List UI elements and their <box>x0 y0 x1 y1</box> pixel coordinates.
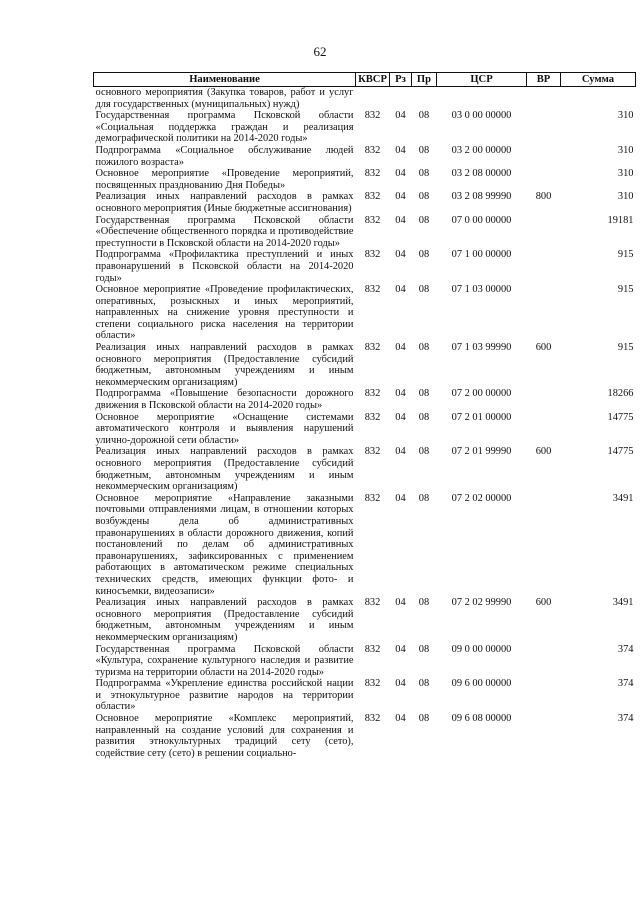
row-rz: 04 <box>395 249 406 261</box>
row-csr: 03 0 00 00000 <box>451 110 512 122</box>
row-csr: 07 0 00 00000 <box>451 214 512 226</box>
row-name: Реализация иных направлений расходов в рамках основного мероприятия (Иные бюджетные ассигнования) <box>95 191 354 214</box>
table-row <box>94 713 636 759</box>
table-header-row <box>94 73 636 87</box>
row-kvsr: 832 <box>364 284 381 296</box>
col-header-sum: Сумма <box>561 73 636 87</box>
row-name: основного мероприятия (Закупка товаров, работ и услуг для государственных (муниципальных) нужд) <box>95 87 354 110</box>
row-kvsr: 832 <box>364 388 381 400</box>
row-kvsr: 832 <box>364 214 381 226</box>
table-row <box>94 412 636 447</box>
table-row <box>94 388 636 411</box>
row-pr: 08 <box>418 643 430 655</box>
row-pr: 08 <box>418 191 430 203</box>
row-sum: 3491 <box>612 492 634 504</box>
row-name: Государственная программа Псковской области «Обеспечение общественного порядка и противодействие преступности в Псковской области на 2014-2020 годы» <box>95 214 354 249</box>
row-rz: 04 <box>395 284 406 296</box>
table-row <box>94 110 636 145</box>
row-name: Основное мероприятие «Комплекс мероприятий, направленный на создание условий для сохранения и развития этнокультурных традиций сету (сето), содействие сету (сето) в решении социально- <box>95 713 354 759</box>
col-header-csr: ЦСР <box>437 73 527 87</box>
page-number: 62 <box>313 44 327 59</box>
col-header-rz: Рз <box>390 73 412 87</box>
row-csr: 09 6 08 00000 <box>451 713 512 725</box>
row-sum: 374 <box>617 678 634 690</box>
row-csr: 07 1 03 99990 <box>451 342 512 354</box>
row-csr: 07 2 01 99990 <box>451 446 512 458</box>
row-rz: 04 <box>395 388 406 400</box>
row-rz: 04 <box>395 168 406 180</box>
row-pr: 08 <box>418 492 430 504</box>
row-rz: 04 <box>395 678 406 690</box>
row-rz: 04 <box>395 110 406 122</box>
row-pr: 08 <box>418 284 430 296</box>
row-kvsr: 832 <box>364 342 381 354</box>
row-vr <box>527 249 561 284</box>
row-csr: 09 0 00 00000 <box>451 643 512 655</box>
row-kvsr: 832 <box>364 411 381 423</box>
row-rz: 04 <box>395 411 406 423</box>
row-csr: 07 2 02 99990 <box>451 597 512 609</box>
table-row <box>94 493 636 597</box>
row-name: Подпрограмма «Профилактика преступлений и иных правонарушений в Псковской области на 2014-2020 годы» <box>95 249 354 284</box>
row-sum: 14775 <box>607 411 634 423</box>
row-kvsr: 832 <box>364 597 381 609</box>
row-rz: 04 <box>395 191 406 203</box>
row-vr: 600 <box>535 597 552 609</box>
table-row <box>94 342 636 388</box>
col-header-name: Наименование <box>94 73 356 87</box>
row-pr: 08 <box>418 713 430 725</box>
row-vr <box>527 644 561 679</box>
table-row <box>94 215 636 250</box>
row-vr <box>527 168 561 191</box>
row-csr: 03 2 08 00000 <box>451 168 512 180</box>
table-row <box>94 446 636 492</box>
row-sum: 374 <box>617 713 634 725</box>
row-name: Государственная программа Псковской области «Социальная поддержка граждан и реализация демографической политики на 2014-2020 годы» <box>95 110 354 145</box>
row-sum: 18266 <box>607 388 634 400</box>
row-pr <box>412 87 437 111</box>
row-name: Реализация иных направлений расходов в рамках основного мероприятия (Предоставление субсидий бюджетным, автономным учреждениям и иным некоммерческим организациям) <box>95 342 354 388</box>
row-csr: 07 2 01 00000 <box>451 411 512 423</box>
row-rz: 04 <box>395 643 406 655</box>
row-rz: 04 <box>395 144 406 156</box>
row-name: Подпрограмма «Укрепление единства российской нации и этнокультурное развитие народов на территории области» <box>95 678 354 713</box>
row-sum: 14775 <box>607 446 634 458</box>
row-csr: 07 2 00 00000 <box>451 388 512 400</box>
row-sum: 310 <box>617 110 634 122</box>
row-rz: 04 <box>395 597 406 609</box>
row-sum <box>561 87 636 111</box>
table-body <box>94 87 636 760</box>
row-vr <box>527 215 561 250</box>
row-name: Основное мероприятие «Оснащение системами автоматического контроля и выявления нарушений улично-дорожной сети области» <box>95 411 354 446</box>
row-vr <box>527 388 561 411</box>
row-pr: 08 <box>418 678 430 690</box>
row-rz: 04 <box>395 342 406 354</box>
row-name: Государственная программа Псковской области «Культура, сохранение культурного наследия и развитие туризма на территории области на 2014-2020 годы» <box>95 643 354 678</box>
row-csr: 03 2 00 00000 <box>451 144 512 156</box>
row-csr: 07 1 00 00000 <box>451 249 512 261</box>
col-header-kvsr: КВСР <box>356 73 390 87</box>
col-header-vr: ВР <box>527 73 561 87</box>
row-pr: 08 <box>418 110 430 122</box>
row-rz: 04 <box>395 492 406 504</box>
row-pr: 08 <box>418 144 430 156</box>
table-row <box>94 168 636 191</box>
row-csr: 07 1 03 00000 <box>451 284 512 296</box>
table-row <box>94 249 636 284</box>
row-sum: 915 <box>617 284 634 296</box>
row-csr: 07 2 02 00000 <box>451 492 512 504</box>
row-csr: 03 2 08 99990 <box>451 191 512 203</box>
row-rz: 04 <box>395 214 406 226</box>
row-vr: 800 <box>535 191 552 203</box>
row-kvsr: 832 <box>364 191 381 203</box>
table-row <box>94 87 636 111</box>
table-row <box>94 644 636 679</box>
row-vr <box>527 493 561 597</box>
row-pr: 08 <box>418 168 430 180</box>
row-pr: 08 <box>418 214 430 226</box>
row-pr: 08 <box>418 446 430 458</box>
row-name: Основное мероприятие «Проведение мероприятий, посвященных празднованию Дня Победы» <box>95 168 354 191</box>
row-vr <box>527 87 561 111</box>
row-pr: 08 <box>418 388 430 400</box>
row-kvsr: 832 <box>364 678 381 690</box>
row-sum: 310 <box>617 144 634 156</box>
row-pr: 08 <box>418 249 430 261</box>
row-vr <box>527 713 561 759</box>
row-name: Основное мероприятие «Проведение профилактических, оперативных, розыскных и иных мероприятий, направленных на снижение уровня преступности и степени социального риска населения на территории области» <box>95 284 354 342</box>
row-vr: 600 <box>535 342 552 354</box>
row-rz <box>390 87 412 111</box>
row-sum: 310 <box>617 168 634 180</box>
row-kvsr: 832 <box>364 446 381 458</box>
table-row <box>94 145 636 168</box>
row-pr: 08 <box>418 411 430 423</box>
row-csr <box>437 87 527 111</box>
row-rz: 04 <box>395 713 406 725</box>
row-pr: 08 <box>418 597 430 609</box>
row-vr <box>527 110 561 145</box>
table-row <box>94 284 636 342</box>
row-name: Подпрограмма «Повышение безопасности дорожного движения в Псковской области на 2014-2020 годы» <box>95 388 354 412</box>
row-name: Основное мероприятие «Направление заказными почтовыми отправлениями лицам, в отношении которых возбуждены дела об административных правонарушениях в области дорожного движения, копий постановлений по делам об административных правонарушениях, зафиксированных с применением работающих в автоматическом режиме специальных технических средств, имеющих функции фото- и киносъемки, видеозаписи» <box>95 492 354 597</box>
table-row <box>94 678 636 713</box>
row-pr: 08 <box>418 342 430 354</box>
budget-table <box>93 72 636 759</box>
row-vr <box>527 284 561 342</box>
row-kvsr: 832 <box>364 168 381 180</box>
row-kvsr <box>356 87 390 111</box>
row-sum: 19181 <box>607 214 634 226</box>
row-name: Реализация иных направлений расходов в рамках основного мероприятия (Предоставление субсидий бюджетным, автономным учреждениям и иным некоммерческим организациям) <box>95 446 354 493</box>
row-sum: 915 <box>617 249 634 261</box>
row-vr: 600 <box>535 446 552 458</box>
col-header-pr: Пр <box>412 73 437 87</box>
row-kvsr: 832 <box>364 643 381 655</box>
row-kvsr: 832 <box>364 249 381 261</box>
row-sum: 374 <box>617 643 634 655</box>
row-sum: 915 <box>617 342 634 354</box>
row-name: Подпрограмма «Социальное обслуживание людей пожилого возраста» <box>95 144 354 168</box>
table-row <box>94 597 636 643</box>
row-kvsr: 832 <box>364 492 381 504</box>
table-row <box>94 191 636 214</box>
row-kvsr: 832 <box>364 144 381 156</box>
row-kvsr: 832 <box>364 110 381 122</box>
row-vr <box>527 412 561 447</box>
row-name: Реализация иных направлений расходов в рамках основного мероприятия (Предоставление субсидий бюджетным, автономным учреждениям и иным некоммерческим организациям) <box>95 597 354 643</box>
row-vr <box>527 145 561 168</box>
row-sum: 310 <box>617 191 634 203</box>
row-vr <box>527 678 561 713</box>
row-rz: 04 <box>395 446 406 458</box>
row-kvsr: 832 <box>364 713 381 725</box>
row-sum: 3491 <box>612 597 634 609</box>
row-csr: 09 6 00 00000 <box>451 678 512 690</box>
